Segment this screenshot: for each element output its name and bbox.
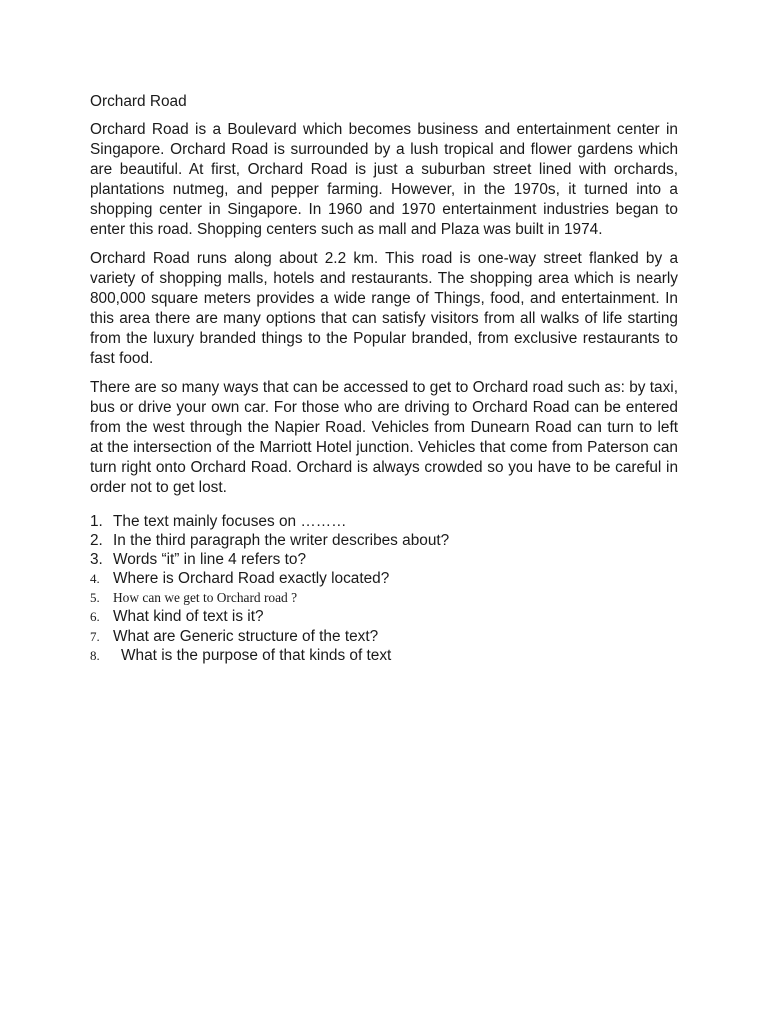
question-number: 5. [90, 590, 100, 606]
question-number: 7. [90, 628, 100, 644]
document-title: Orchard Road [90, 93, 187, 110]
question-item-6 [90, 607, 678, 626]
paragraph-3: There are so many ways that can be accessed to get to Orchard road such as: by taxi, bus or drive your own car. For those who are driving to Orchard Road can be entered from the west through the Napier Road. Vehicles from Dunearn Road can turn to left at the intersection of the Marriott Hotel junction. Vehicles that come from Paterson can turn right onto Orchard Road. Orchard is always crowded so you have to be careful in order not to get lost. [90, 379, 678, 496]
question-item-7 [90, 627, 678, 646]
question-text: What kind of text is it? [113, 608, 264, 626]
document-page [90, 92, 678, 665]
question-number: 3. [90, 551, 103, 569]
question-item-5 [90, 588, 678, 607]
question-number: 6. [90, 609, 100, 625]
question-text: The text mainly focuses on ……… [113, 513, 347, 530]
paragraph-1: Orchard Road is a Boulevard which becomes business and entertainment center in Singapore. Orchard Road is surrounded by a lush tropical and flower gardens which are beautiful. At first, Orchard Road is just a suburban street lined with orchards, plantations nutmeg, and pepper farming. However, in the 1970s, it turned into a shopping center in Singapore. In 1960 and 1970 entertainment industries began to enter this road. Shopping centers such as mall and Plaza was built in 1974. [90, 121, 678, 238]
question-item-4 [90, 569, 678, 588]
question-number: 4. [90, 571, 100, 587]
question-number: 2. [90, 532, 103, 550]
question-text: What are Generic structure of the text? [113, 627, 379, 645]
question-text: Words “it” in line 4 refers to? [113, 551, 307, 569]
paragraph-2: Orchard Road runs along about 2.2 km. This road is one-way street flanked by a variety of shopping malls, hotels and restaurants. The shopping area which is nearly 800,000 square meters provides a wide range of Things, food, and entertainment. In this area there are many options that can satisfy visitors from all walks of life starting from the luxury branded things to the Popular branded, from exclusive restaurants to fast food. [90, 250, 678, 367]
question-list [90, 512, 678, 665]
question-item-8 [90, 646, 678, 665]
question-text: What is the purpose of that kinds of text [121, 646, 392, 664]
question-text: In the third paragraph the writer describes about? [113, 532, 450, 550]
question-item-1 [90, 512, 678, 531]
question-text: Where is Orchard Road exactly located? [113, 570, 390, 588]
question-item-3 [90, 550, 678, 569]
question-item-2 [90, 531, 678, 550]
question-number: 8. [90, 647, 100, 663]
question-text: How can we get to Orchard road ? [113, 590, 298, 606]
question-number: 1. [90, 513, 103, 530]
